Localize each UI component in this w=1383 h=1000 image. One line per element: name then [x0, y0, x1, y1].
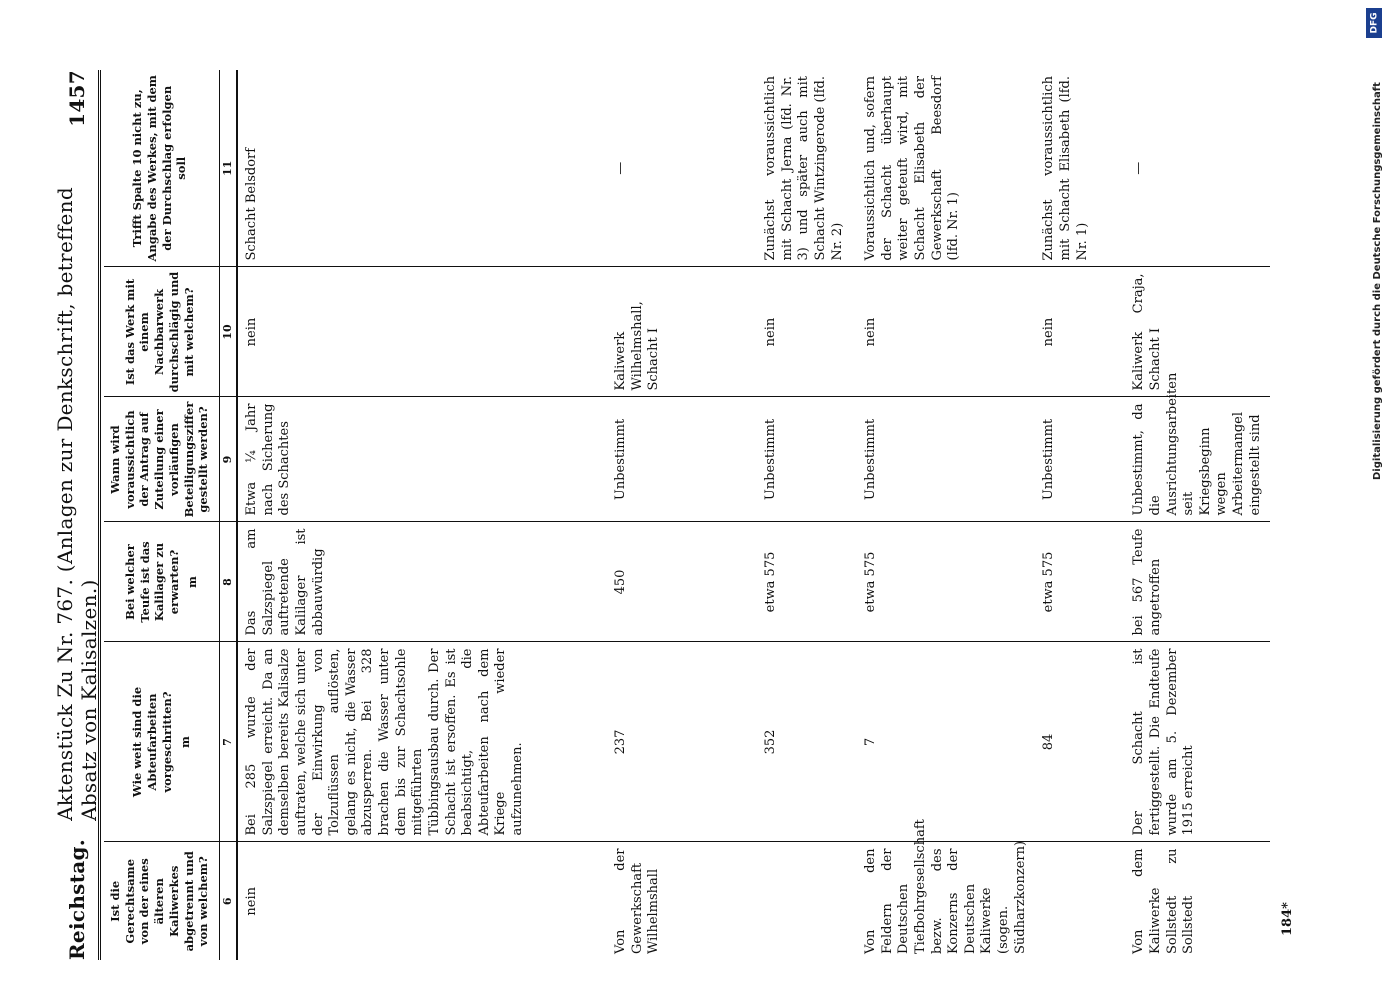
cell-col7: Der Schacht ist fertiggestellt. Die Endteufe wurde am 5. Dezember 1915 erreicht [1125, 642, 1270, 842]
cell-col8: etwa 575 [857, 522, 1035, 642]
header-rule [98, 70, 101, 960]
cell-col7: Bei 285 wurde der Salzspiegel erreicht. Da an demselben bereits Kalisalze auftraten, welche sich unter der Einwirkung von Tolzuflüssen auflösten, gelang es nicht, die Wasser abzusperren. Bei 328 brachen die Wasser unter dem bis zur Schachtsohle mitgeführten Tübbingsausbau durch. Der Schacht ist ersoffen. Es ist beabsichtigt, die Abteufarbeiten nach dem Kriege wieder aufzunehmen. [237, 642, 607, 842]
cell-col10: nein [1035, 267, 1125, 397]
cell-col10: nein [857, 267, 1035, 397]
column-header-6: Ist die Gerechtsame von der eines älteren Kaliwerkes abgetrennt und von welchem? [104, 842, 220, 960]
dfg-logo: DFG [1366, 8, 1382, 38]
header-title: Aktenstück Zu Nr. 767. (Anlagen zur Denkschrift, betreffend Absatz von Kalisalzen.) [53, 187, 101, 821]
column-number: 11 [220, 70, 238, 267]
column-number: 7 [220, 642, 238, 842]
cell-col8: bei 567 Teufe angetroffen [1125, 522, 1270, 642]
column-header-7: Wie weit sind die Abteufarbeiten vorgeschritten? m [104, 642, 220, 842]
cell-col6: Von den Feldern der Deutschen Tiefbohrgesellschaft bezw. des Konzerns der Deutschen Kaliwerke (sogen. Südharzkonzern) [863, 819, 1028, 954]
column-header-9: Wann wird voraussichtlich der Antrag auf Zuteilung einer vorläufigen Beteiligungsziffer gestellt werden? [104, 397, 220, 522]
cell-col11: Voraussichtlich und, sofern der Schacht überhaupt weiter geteuft wird, mit Schacht Elisabeth der Gewerkschaft Beesdorf (lfd. Nr. 1) [857, 70, 1035, 267]
cell-col7: 7 [857, 642, 1035, 842]
signature-mark: 184* [1280, 902, 1295, 936]
column-header-11: Trifft Spalte 10 nicht zu, Angabe des Werkes, mit dem der Durchschlag erfolgen soll [104, 70, 220, 267]
cell-col6: Von der Gewerkschaft Wilhelmshall [613, 848, 662, 954]
cell-col11: — [1125, 70, 1270, 267]
cell-col6: nein [244, 886, 260, 916]
table-row [1035, 70, 1125, 960]
column-number: 6 [220, 842, 238, 960]
cell-col11: Schacht Belsdorf [237, 70, 607, 267]
cell-col8: etwa 575 [1035, 522, 1125, 642]
column-number-row [220, 70, 238, 960]
cell-col10: Kaliwerk Wilhelmshall, Schacht I [607, 267, 757, 397]
cell-col9: Unbestimmt [757, 397, 857, 522]
header-source: Reichstag. [65, 838, 89, 960]
table-row [237, 70, 607, 960]
cell-col9: Unbestimmt, da die Ausrichtungsarbeiten seit Kriegsbeginn wegen Arbeitermangel eingestellt sind [1125, 397, 1270, 522]
cell-col11: — [607, 70, 757, 267]
cell-col8: etwa 575 [757, 522, 857, 642]
table-row [1125, 70, 1270, 960]
cell-col10: nein [237, 267, 607, 397]
column-number: 8 [220, 522, 238, 642]
cell-col10: Kaliwerk Craja, Schacht I [1125, 267, 1270, 397]
cell-col11: Zunächst voraussichtlich mit Schacht Elisabeth (lfd. Nr. 1) [1035, 70, 1125, 267]
cell-col11: Zunächst voraussichtlich mit Schacht Jerna (lfd. Nr. 3) und später auch mit Schacht Wintzingerode (lfd. Nr. 2) [757, 70, 857, 267]
cell-col6 [1035, 842, 1125, 960]
page-number: 1457 [65, 70, 89, 127]
cell-col9: Unbestimmt [607, 397, 757, 522]
column-number: 9 [220, 397, 238, 522]
cell-col9: Unbestimmt [1035, 397, 1125, 522]
cell-col8: Das am Salzspiegel auftretende Kalilager ist abbauwürdig [237, 522, 607, 642]
cell-col10: nein [757, 267, 857, 397]
column-header-row [104, 70, 220, 960]
rotated-document-page [53, 70, 1300, 960]
cell-col8: 450 [607, 522, 757, 642]
cell-col6 [757, 842, 857, 960]
table-row [607, 70, 757, 960]
cell-col7: 84 [1035, 642, 1125, 842]
cell-col9: Unbestimmt [857, 397, 1035, 522]
data-table [104, 70, 1270, 960]
cell-col6: Von dem Kaliwerke Sollstedt zu Sollstedt [1131, 848, 1197, 954]
cell-col7: 352 [757, 642, 857, 842]
cell-col7: 237 [607, 642, 757, 842]
table-row [857, 70, 1035, 960]
column-number: 10 [220, 267, 238, 397]
column-header-8: Bei welcher Teufe ist das Kalilager zu erwarten? m [104, 522, 220, 642]
page-header [53, 70, 101, 960]
column-header-10: Ist das Werk mit einem Nachbarwerk durchschlägig und mit welchem? [104, 267, 220, 397]
table-row [757, 70, 857, 960]
cell-col9: Etwa ¼ Jahr nach Sicherung des Schachtes [237, 397, 607, 522]
